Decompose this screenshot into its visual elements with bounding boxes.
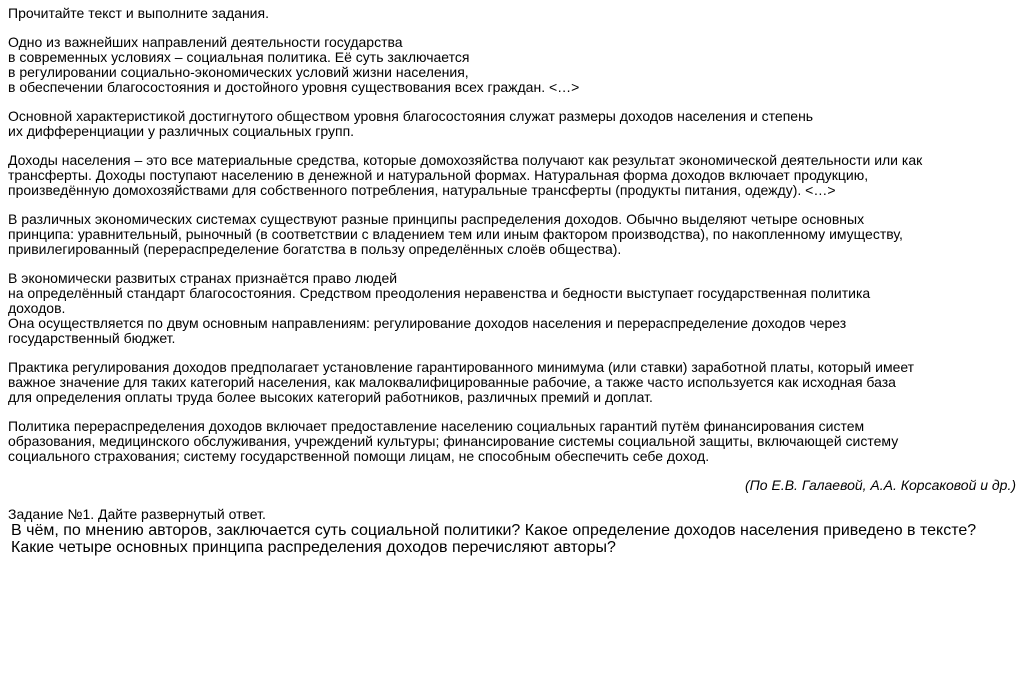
paragraph-income-regulation xyxy=(8,360,1020,405)
paragraph-welfare xyxy=(8,109,1020,139)
task-question xyxy=(11,522,1020,556)
text-line: в регулировании социально-экономических условий жизни населения, xyxy=(8,64,469,80)
paragraph-income-policy xyxy=(8,271,1020,346)
text-line: в современных условиях – социальная политика. Её суть заключается xyxy=(8,49,470,65)
text-line: доходов. xyxy=(8,300,66,316)
text-line: Основной характеристикой достигнутого обществом уровня благосостояния служат размеры доходов населения и степень xyxy=(8,108,814,124)
paragraph-redistribution xyxy=(8,419,1020,464)
instruction: Прочитайте текст и выполните задания. xyxy=(8,5,269,21)
text-line: Одно из важнейших направлений деятельности государства xyxy=(8,34,403,50)
text-line: Политика перераспределения доходов включает предоставление населению социальных гарантий путём финансирования систем xyxy=(8,418,865,434)
task-title: Задание №1. Дайте развернутый ответ. xyxy=(8,506,266,522)
text-line: принципа: уравнительный, рыночный (в соответствии с владением тем или иным фактором производства), по накопленному имуществу, xyxy=(8,226,903,242)
text-line: Доходы населения – это все материальные средства, которые домохозяйства получают как результат экономической деятельности или как xyxy=(8,152,923,168)
text-line: на определённый стандарт благосостояния. Средством преодоления неравенства и бедности выступает государственная политика xyxy=(8,285,871,301)
text-line: их дифференциации у различных социальных групп. xyxy=(8,123,355,139)
text-line: государственный бюджет. xyxy=(8,330,176,346)
paragraph-distribution-principles xyxy=(8,212,1020,257)
text-line: В различных экономических системах существуют разные принципы распределения доходов. Обычно выделяют четыре основных xyxy=(8,211,865,227)
source-citation: (По Е.В. Галаевой, А.А. Корсаковой и др.) xyxy=(745,477,1016,493)
text-line: трансферты. Доходы поступают населению в денежной и натуральной формах. Натуральная форма доходов включает продукцию, xyxy=(8,167,869,183)
question-line: Какие четыре основных принципа распределения доходов перечисляют авторы? xyxy=(11,539,616,556)
text-line: Практика регулирования доходов предполагает установление гарантированного минимума (или ставки) заработной платы, который имеет xyxy=(8,359,915,375)
text-line: для определения оплаты труда более высоких категорий работников, различных премий и доплат. xyxy=(8,389,653,405)
text-line: социального страхования; систему государственной помощи лицам, не способным обеспечить себе доход. xyxy=(8,448,710,464)
question-line: В чём, по мнению авторов, заключается суть социальной политики? Какое определение доходов населения приведено в тексте? xyxy=(11,522,977,539)
text-line: В экономически развитых странах признаётся право людей xyxy=(8,270,398,286)
paragraph-income-definition xyxy=(8,153,1020,198)
text-line: в обеспечении благосостояния и достойного уровня существования всех граждан. <…> xyxy=(8,79,580,95)
text-line: привилегированный (перераспределение богатства в пользу определённых слоёв общества). xyxy=(8,241,622,257)
text-line: Она осуществляется по двум основным направлениям: регулирование доходов населения и перераспределение доходов через xyxy=(8,315,847,331)
text-line: образования, медицинского обслуживания, учреждений культуры; финансирование системы социальной защиты, включающей систему xyxy=(8,433,899,449)
paragraph-social-policy xyxy=(8,35,1020,95)
text-line: произведённую домохозяйствами для собственного потребления, натуральные трансферты (продукты питания, одежду). <…> xyxy=(8,182,836,198)
document xyxy=(8,6,1020,556)
text-line: важное значение для таких категорий населения, как малоквалифицированные рабочие, а также часто используется как исходная база xyxy=(8,374,896,390)
